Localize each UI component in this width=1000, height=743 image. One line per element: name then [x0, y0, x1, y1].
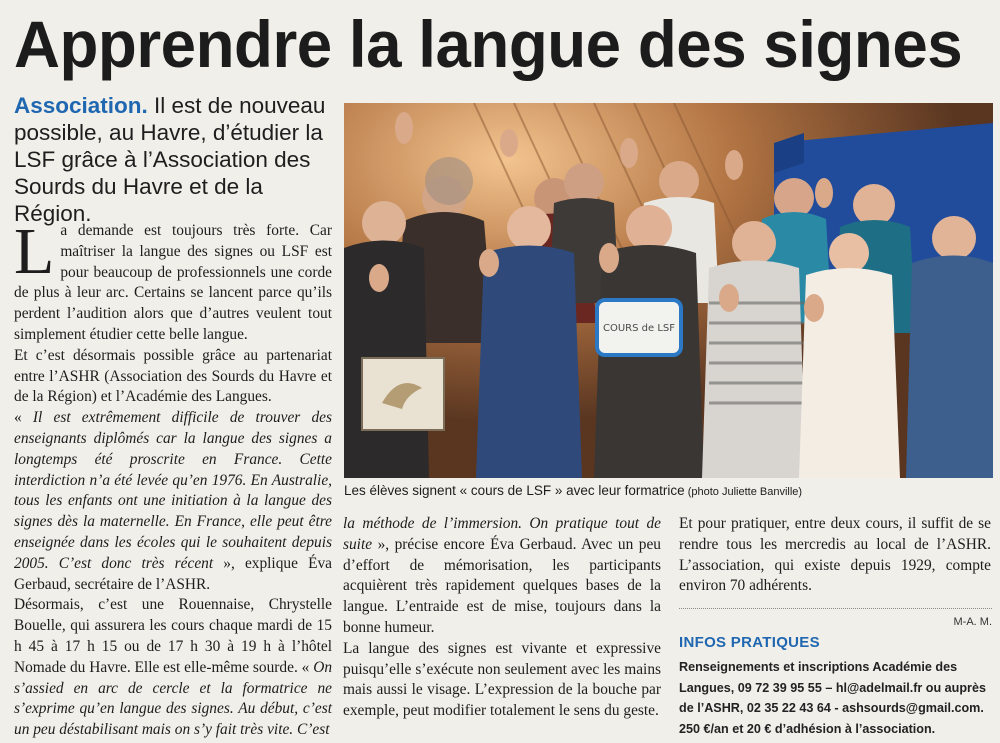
- photo-credit: (photo Juliette Banville): [684, 486, 803, 498]
- lede-kicker: Association.: [14, 93, 148, 118]
- paragraph: Et c’est désormais possible grâce au partenariat entre l’ASHR (Association des Sourds du Havre et de la Région) et l’Académie des Langues.: [14, 346, 332, 406]
- paragraph: Et pour pratiquer, entre deux cours, il suffit de se rendre tous les mercredis au local de l’ASHR. L’association, qui existe depuis 1929, compte environ 70 adhérents.: [679, 515, 991, 595]
- quote-text: Il est extrêmement difficile de trouver des enseignants diplômés car la langue des signes a longtemps été proscrite en France. Cette interdiction n’a été levée qu’en 1976. En Australie, tous les enfants ont une initiation à la langue des signes dès la maternelle. En France, elle peut être enseignée dans les écoles qui le souhaitent depuis 2005. C’est donc très récent: [14, 409, 333, 572]
- infos-pratiques-heading: INFOS PRATIQUES: [679, 634, 820, 651]
- drop-cap: L: [14, 215, 55, 288]
- photo-illustration: [344, 103, 993, 478]
- sign-board-text: COURS de LSF: [603, 323, 675, 334]
- paragraph: [343, 514, 661, 639]
- paragraph: [14, 408, 332, 595]
- lede-text: Il est de nouveau possible, au Havre, d’étudier la LSF grâce à l’Association des Sourds du Havre et de la Région.: [14, 93, 326, 226]
- quote-open: «: [14, 409, 33, 427]
- author-signature: M-A. M.: [953, 616, 992, 628]
- article-photo: [344, 103, 993, 478]
- paragraph-text: Désormais, c’est une Rouennaise, Chrystelle Bouelle, qui assurera les cours chaque mardi de 15 h 45 à 17 h 15 ou de 17 h 30 à 19 h à l’hôtel Nomade du Havre. Elle est elle-même sourde.: [14, 596, 332, 676]
- lsf-sign-board: [597, 300, 681, 355]
- divider: [679, 608, 992, 610]
- photo-caption: [344, 481, 993, 501]
- dove-box: [362, 358, 444, 430]
- quote-text: On s’assied en arc de cercle et la formatrice ne s’exprime qu’en langue des signes. Au début, c’est un peu déstabilisant mais on s’y fait très vite. C’est: [14, 658, 333, 739]
- article-column-3: [679, 514, 991, 597]
- paragraph: La langue des signes est vivante et expressive puisqu’elle s’exécute non seulement avec les mains mais aussi le visage. L’expression de la bouche par exemple, peut modifier totalement le sens du geste.: [343, 639, 661, 720]
- paragraph-text: », explique Éva Gerbaud, secrétaire de l’ASHR.: [14, 554, 332, 593]
- page-title: Apprendre la langue des signes: [14, 7, 963, 81]
- caption-text: Les élèves signent « cours de LSF » avec leur formatrice: [344, 483, 685, 498]
- article-column-2: [343, 514, 661, 722]
- paragraph: [14, 215, 332, 346]
- lede: [14, 92, 332, 227]
- paragraph: [14, 595, 332, 741]
- article-column-1: [14, 215, 333, 741]
- paragraph-text: », précise encore Éva Gerbaud. Avec un peu d’effort de mémorisation, les participants acquièrent très rapidement quelques bases de la langue. L’entraide est de mise, toujours dans la bonne humeur.: [343, 535, 661, 636]
- infos-pratiques-text: Renseignements et inscriptions Académie des Langues, 09 72 39 95 55 – hl@adelmail.fr ou auprès de l’ASHR, 02 35 22 43 64 - ashsourds@gmail.com. 250 €/an et 20 € d’adhésion à l’association.: [679, 660, 986, 736]
- paragraph-text: a demande est toujours très forte. Car maîtriser la langue des signes ou LSF est pour beaucoup de professionnels une corde de plus à leur arc. Certains se lancent parce qu’ils perdent l’audition alors que d’autres veulent tout simplement étudier cette belle langue.: [14, 222, 332, 343]
- quote-open: «: [297, 658, 314, 676]
- quote-text: la méthode de l’immersion. On pratique tout de suite: [343, 515, 661, 553]
